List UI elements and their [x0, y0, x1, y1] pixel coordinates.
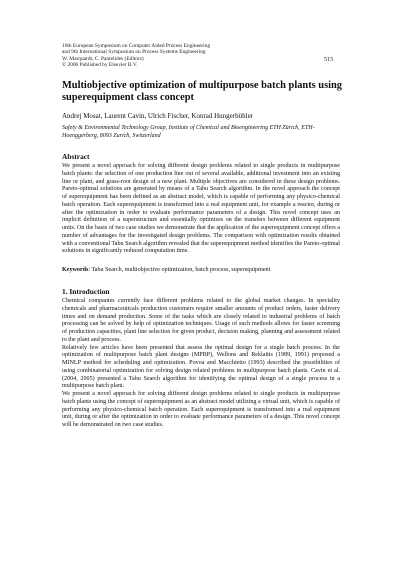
- header-line: 16th European Symposium on Computer Aided Process Engineering: [62, 43, 211, 49]
- keywords-label: Keywords: [62, 267, 89, 273]
- header-line: © 2006 Published by Elsevier B.V.: [62, 62, 138, 69]
- introduction-paragraph: Relatively few articles have been presented that assess the optimal design for a single batch process. In the optimization of multipurpose batch plant designs (MPBP), Wellons and Reklaitis (1989, 1991) proposed a MINLP method for scheduling and optimization. Povoa and Macchietto (1993) described the possibilities of using combinatorial optimization for solving design related problems in multipurpose batch plants. Cavin et al. (2004, 2005) presented a Tabu Search algorithm for identifying the optimal design of a single process in a multipurpose batch plant.: [62, 344, 340, 390]
- proceedings-header: [62, 43, 342, 69]
- page-number: 515: [324, 56, 334, 63]
- introduction-paragraph: We present a novel approach for solving different design problems related to single products in multipurpose batch plants using the concept of superequipment as an abstract model utilizing a virtual unit, which is capable of performing any physico-chemical batch operation. Each superequipment is transformed into a real equipment unit, during or after the optimization in order to evaluate performance parameters of a design. This novel concept will be demonstrated on two case studies.: [62, 391, 340, 428]
- header-line: W. Marquardt, C. Pantelides (Editors): [62, 55, 144, 62]
- abstract-paragraph: We present a novel approach for solving different design problems related to single products in multipurpose batch plants: the selection of one production line out of several available, additional investment into an existing line or plant, and grass-root design of a new plant. Multiple objectives are considered in these design problems. Pareto-optimal solutions are generated by means of a Tabu Search algorithm. In the novel approach the concept of superequipment has been defined as an abstract model, which is capable of performing any physico-chemical batch operation. Each superequipment is transformed into a real equipment unit, for example a reactor, during or after the optimization in order to evaluate performance parameters of a design. This novel concept uses an implicit definition of a superstructure and essentially optimizes on the transfers between different equipment units. On the basis of two case studies we demonstrate that the application of the superequipment concept offers a number of advantages for the investigated design problems. The comparison with optimization results obtained with a conventional Tabu Search algorithm revealed that the superequipment method identifies the Pareto-optimal solutions in significantly reduced computation time.: [62, 163, 340, 255]
- keywords-line: [62, 267, 340, 275]
- introduction-paragraph: Chemical companies currently face different problems related to the global market changes. In speciality chemicals and pharmaceuticals production customers require smaller amounts of product orders, faster delivery times and on demand production. Some of the tasks which are closely related to industrial problems of batch processing can be solved by help of optimization techniques. Usage of such methods allows for faster screening of production capacities, plant line selection for given product, decision making, planning and assessment related to the plant and process.: [62, 298, 340, 343]
- affiliation: Safety & Environmental Technology Group, Institute of Chemical and Bioengineering ETH Zürich, ETH-Hoenggerberg, 8093 Zurich, Switzerland: [62, 125, 315, 139]
- introduction-body: [62, 298, 340, 430]
- abstract-heading: Abstract: [62, 152, 90, 161]
- introduction-heading: 1. Introduction: [62, 287, 110, 296]
- author-list: Andrej Mosat, Laurent Cavin, Ulrich Fischer, Konrad Hungerbühler: [62, 112, 254, 120]
- header-line: and 9th International Symposium on Process Systems Engineering: [62, 49, 206, 56]
- paper-title: Multiobjective optimization of multipurpose batch plants using superequipment class concept: [62, 80, 342, 104]
- keywords-text: : Tabu Search, multiobjective optimization, batch process, superequipment: [88, 267, 271, 273]
- abstract-text: [62, 163, 340, 256]
